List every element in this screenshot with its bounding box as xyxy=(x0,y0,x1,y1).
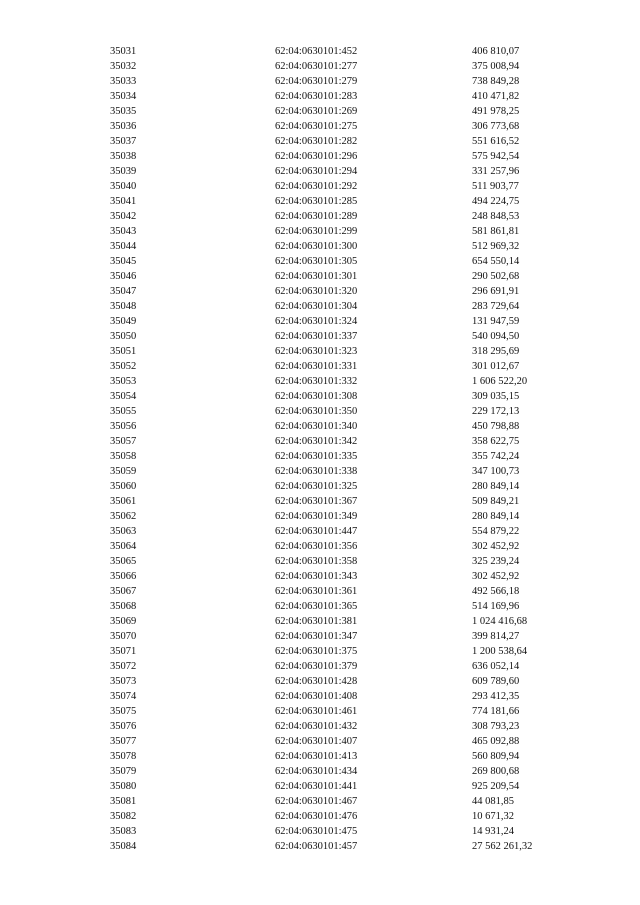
table-row xyxy=(110,749,592,764)
cadastral-value-cell: 512 969,32 xyxy=(472,241,520,252)
row-number-cell: 35065 xyxy=(110,556,137,567)
row-number-cell: 35060 xyxy=(110,481,137,492)
cadastral-value-cell: 280 849,14 xyxy=(472,481,520,492)
table-row xyxy=(110,359,592,374)
cadastral-value-cell: 131 947,59 xyxy=(472,316,520,327)
row-number-cell: 35074 xyxy=(110,691,137,702)
table-row xyxy=(110,449,592,464)
table-row xyxy=(110,479,592,494)
cadastral-number-cell: 62:04:0630101:323 xyxy=(275,346,358,357)
table-body xyxy=(110,44,592,854)
cadastral-number-cell: 62:04:0630101:282 xyxy=(275,136,358,147)
cadastral-number-cell: 62:04:0630101:331 xyxy=(275,361,358,372)
table-row xyxy=(110,524,592,539)
cadastral-number-cell: 62:04:0630101:358 xyxy=(275,556,358,567)
cadastral-value-cell: 14 931,24 xyxy=(472,826,514,837)
cadastral-number-cell: 62:04:0630101:285 xyxy=(275,196,358,207)
cadastral-value-cell: 492 566,18 xyxy=(472,586,520,597)
cadastral-number-cell: 62:04:0630101:356 xyxy=(275,541,358,552)
cadastral-number-cell: 62:04:0630101:340 xyxy=(275,421,358,432)
cadastral-value-cell: 347 100,73 xyxy=(472,466,520,477)
cadastral-number-cell: 62:04:0630101:308 xyxy=(275,391,358,402)
cadastral-number-cell: 62:04:0630101:305 xyxy=(275,256,358,267)
cadastral-number-cell: 62:04:0630101:279 xyxy=(275,76,358,87)
table-row xyxy=(110,779,592,794)
cadastral-value-cell: 450 798,88 xyxy=(472,421,520,432)
table-row xyxy=(110,839,592,854)
row-number-cell: 35058 xyxy=(110,451,137,462)
table-row xyxy=(110,689,592,704)
row-number-cell: 35068 xyxy=(110,601,137,612)
row-number-cell: 35070 xyxy=(110,631,137,642)
table-row xyxy=(110,824,592,839)
cadastral-value-cell: 306 773,68 xyxy=(472,121,520,132)
cadastral-number-cell: 62:04:0630101:381 xyxy=(275,616,358,627)
table-row xyxy=(110,254,592,269)
cadastral-number-cell: 62:04:0630101:350 xyxy=(275,406,358,417)
row-number-cell: 35061 xyxy=(110,496,137,507)
table-row xyxy=(110,404,592,419)
row-number-cell: 35084 xyxy=(110,841,137,852)
table-row xyxy=(110,644,592,659)
cadastral-value-cell: 1 200 538,64 xyxy=(472,646,528,657)
row-number-cell: 35047 xyxy=(110,286,137,297)
row-number-cell: 35031 xyxy=(110,46,137,57)
table-row xyxy=(110,119,592,134)
cadastral-number-cell: 62:04:0630101:320 xyxy=(275,286,358,297)
cadastral-number-cell: 62:04:0630101:335 xyxy=(275,451,358,462)
table-row xyxy=(110,194,592,209)
cadastral-number-cell: 62:04:0630101:475 xyxy=(275,826,358,837)
cadastral-value-cell: 560 809,94 xyxy=(472,751,520,762)
row-number-cell: 35041 xyxy=(110,196,137,207)
cadastral-value-cell: 309 035,15 xyxy=(472,391,520,402)
cadastral-number-cell: 62:04:0630101:379 xyxy=(275,661,358,672)
cadastral-value-cell: 229 172,13 xyxy=(472,406,520,417)
row-number-cell: 35075 xyxy=(110,706,137,717)
table-row xyxy=(110,584,592,599)
row-number-cell: 35039 xyxy=(110,166,137,177)
cadastral-number-cell: 62:04:0630101:343 xyxy=(275,571,358,582)
cadastral-value-cell: 27 562 261,32 xyxy=(472,841,533,852)
row-number-cell: 35069 xyxy=(110,616,137,627)
table-row xyxy=(110,104,592,119)
cadastral-value-cell: 280 849,14 xyxy=(472,511,520,522)
row-number-cell: 35046 xyxy=(110,271,137,282)
row-number-cell: 35073 xyxy=(110,676,137,687)
row-number-cell: 35066 xyxy=(110,571,137,582)
row-number-cell: 35064 xyxy=(110,541,137,552)
cadastral-number-cell: 62:04:0630101:289 xyxy=(275,211,358,222)
cadastral-value-cell: 575 942,54 xyxy=(472,151,520,162)
cadastral-value-cell: 581 861,81 xyxy=(472,226,520,237)
cadastral-number-cell: 62:04:0630101:332 xyxy=(275,376,358,387)
row-number-cell: 35040 xyxy=(110,181,137,192)
cadastral-value-cell: 399 814,27 xyxy=(472,631,520,642)
cadastral-number-cell: 62:04:0630101:294 xyxy=(275,166,358,177)
table-row xyxy=(110,284,592,299)
cadastral-value-cell: 636 052,14 xyxy=(472,661,520,672)
row-number-cell: 35079 xyxy=(110,766,137,777)
cadastral-number-cell: 62:04:0630101:269 xyxy=(275,106,358,117)
cadastral-value-cell: 410 471,82 xyxy=(472,91,520,102)
table-row xyxy=(110,494,592,509)
table-row xyxy=(110,44,592,59)
cadastral-number-cell: 62:04:0630101:301 xyxy=(275,271,358,282)
table-row xyxy=(110,629,592,644)
cadastral-number-cell: 62:04:0630101:434 xyxy=(275,766,358,777)
row-number-cell: 35056 xyxy=(110,421,137,432)
cadastral-number-cell: 62:04:0630101:441 xyxy=(275,781,358,792)
cadastral-number-cell: 62:04:0630101:277 xyxy=(275,61,358,72)
cadastral-number-cell: 62:04:0630101:375 xyxy=(275,646,358,657)
table-row xyxy=(110,419,592,434)
cadastral-value-cell: 514 169,96 xyxy=(472,601,520,612)
table-row xyxy=(110,299,592,314)
cadastral-number-cell: 62:04:0630101:408 xyxy=(275,691,358,702)
table-row xyxy=(110,179,592,194)
row-number-cell: 35057 xyxy=(110,436,137,447)
row-number-cell: 35054 xyxy=(110,391,137,402)
cadastral-value-cell: 925 209,54 xyxy=(472,781,520,792)
cadastral-number-cell: 62:04:0630101:367 xyxy=(275,496,358,507)
row-number-cell: 35071 xyxy=(110,646,137,657)
cadastral-number-cell: 62:04:0630101:347 xyxy=(275,631,358,642)
row-number-cell: 35034 xyxy=(110,91,137,102)
row-number-cell: 35051 xyxy=(110,346,137,357)
table-row xyxy=(110,599,592,614)
table-row xyxy=(110,74,592,89)
cadastral-number-cell: 62:04:0630101:457 xyxy=(275,841,358,852)
table-row xyxy=(110,209,592,224)
cadastral-value-cell: 375 008,94 xyxy=(472,61,520,72)
cadastral-value-cell: 1 024 416,68 xyxy=(472,616,528,627)
cadastral-number-cell: 62:04:0630101:432 xyxy=(275,721,358,732)
table-row xyxy=(110,704,592,719)
cadastral-value-cell: 269 800,68 xyxy=(472,766,520,777)
table-row xyxy=(110,674,592,689)
table-row xyxy=(110,569,592,584)
row-number-cell: 35063 xyxy=(110,526,137,537)
table-row xyxy=(110,434,592,449)
cadastral-value-cell: 10 671,32 xyxy=(472,811,514,822)
row-number-cell: 35055 xyxy=(110,406,137,417)
cadastral-number-cell: 62:04:0630101:342 xyxy=(275,436,358,447)
table-row xyxy=(110,134,592,149)
row-number-cell: 35080 xyxy=(110,781,137,792)
cadastral-value-cell: 308 793,23 xyxy=(472,721,520,732)
cadastral-value-cell: 293 412,35 xyxy=(472,691,520,702)
table-row xyxy=(110,809,592,824)
cadastral-number-cell: 62:04:0630101:296 xyxy=(275,151,358,162)
cadastral-number-cell: 62:04:0630101:304 xyxy=(275,301,358,312)
cadastral-value-cell: 44 081,85 xyxy=(472,796,514,807)
row-number-cell: 35044 xyxy=(110,241,137,252)
cadastral-number-cell: 62:04:0630101:407 xyxy=(275,736,358,747)
row-number-cell: 35052 xyxy=(110,361,137,372)
cadastral-number-cell: 62:04:0630101:292 xyxy=(275,181,358,192)
row-number-cell: 35050 xyxy=(110,331,137,342)
cadastral-value-cell: 494 224,75 xyxy=(472,196,520,207)
cadastral-number-cell: 62:04:0630101:428 xyxy=(275,676,358,687)
row-number-cell: 35042 xyxy=(110,211,137,222)
table-row xyxy=(110,794,592,809)
cadastral-number-cell: 62:04:0630101:283 xyxy=(275,91,358,102)
cadastral-number-cell: 62:04:0630101:452 xyxy=(275,46,358,57)
cadastral-number-cell: 62:04:0630101:365 xyxy=(275,601,358,612)
table-row xyxy=(110,509,592,524)
table-row xyxy=(110,374,592,389)
table-row xyxy=(110,539,592,554)
cadastral-value-cell: 774 181,66 xyxy=(472,706,520,717)
row-number-cell: 35045 xyxy=(110,256,137,267)
row-number-cell: 35032 xyxy=(110,61,137,72)
row-number-cell: 35067 xyxy=(110,586,137,597)
cadastral-value-cell: 318 295,69 xyxy=(472,346,520,357)
table-row xyxy=(110,389,592,404)
table-row xyxy=(110,734,592,749)
cadastral-number-cell: 62:04:0630101:300 xyxy=(275,241,358,252)
cadastral-value-cell: 283 729,64 xyxy=(472,301,520,312)
row-number-cell: 35037 xyxy=(110,136,137,147)
cadastral-value-cell: 296 691,91 xyxy=(472,286,520,297)
cadastral-value-cell: 1 606 522,20 xyxy=(472,376,528,387)
cadastral-number-cell: 62:04:0630101:467 xyxy=(275,796,358,807)
row-number-cell: 35035 xyxy=(110,106,137,117)
row-number-cell: 35077 xyxy=(110,736,137,747)
table-row xyxy=(110,719,592,734)
cadastral-value-cell: 355 742,24 xyxy=(472,451,520,462)
cadastral-number-cell: 62:04:0630101:349 xyxy=(275,511,358,522)
table-row xyxy=(110,614,592,629)
cadastral-number-cell: 62:04:0630101:337 xyxy=(275,331,358,342)
cadastral-value-cell: 509 849,21 xyxy=(472,496,520,507)
cadastral-value-cell: 302 452,92 xyxy=(472,571,520,582)
row-number-cell: 35036 xyxy=(110,121,137,132)
cadastral-value-cell: 654 550,14 xyxy=(472,256,520,267)
cadastral-number-cell: 62:04:0630101:447 xyxy=(275,526,358,537)
table-row xyxy=(110,224,592,239)
table-row xyxy=(110,329,592,344)
table-row xyxy=(110,149,592,164)
cadastral-value-cell: 358 622,75 xyxy=(472,436,520,447)
cadastral-number-cell: 62:04:0630101:324 xyxy=(275,316,358,327)
row-number-cell: 35083 xyxy=(110,826,137,837)
row-number-cell: 35049 xyxy=(110,316,137,327)
cadastral-value-cell: 465 092,88 xyxy=(472,736,520,747)
cadastral-number-cell: 62:04:0630101:476 xyxy=(275,811,358,822)
table-row xyxy=(110,89,592,104)
cadastral-value-table xyxy=(110,44,592,854)
cadastral-value-cell: 302 452,92 xyxy=(472,541,520,552)
row-number-cell: 35033 xyxy=(110,76,137,87)
cadastral-value-cell: 554 879,22 xyxy=(472,526,520,537)
cadastral-value-cell: 540 094,50 xyxy=(472,331,520,342)
row-number-cell: 35078 xyxy=(110,751,137,762)
row-number-cell: 35059 xyxy=(110,466,137,477)
cadastral-value-cell: 325 239,24 xyxy=(472,556,520,567)
cadastral-number-cell: 62:04:0630101:413 xyxy=(275,751,358,762)
cadastral-value-cell: 290 502,68 xyxy=(472,271,520,282)
cadastral-value-cell: 248 848,53 xyxy=(472,211,520,222)
cadastral-number-cell: 62:04:0630101:338 xyxy=(275,466,358,477)
cadastral-value-cell: 609 789,60 xyxy=(472,676,520,687)
cadastral-value-cell: 511 903,77 xyxy=(472,181,519,192)
table-row xyxy=(110,344,592,359)
row-number-cell: 35048 xyxy=(110,301,137,312)
cadastral-value-cell: 331 257,96 xyxy=(472,166,520,177)
cadastral-value-cell: 406 810,07 xyxy=(472,46,520,57)
cadastral-value-cell: 738 849,28 xyxy=(472,76,520,87)
cadastral-value-cell: 491 978,25 xyxy=(472,106,520,117)
table-row xyxy=(110,59,592,74)
table-row xyxy=(110,269,592,284)
cadastral-number-cell: 62:04:0630101:325 xyxy=(275,481,358,492)
table-row xyxy=(110,164,592,179)
row-number-cell: 35076 xyxy=(110,721,137,732)
row-number-cell: 35038 xyxy=(110,151,137,162)
row-number-cell: 35062 xyxy=(110,511,137,522)
table-row xyxy=(110,764,592,779)
cadastral-number-cell: 62:04:0630101:275 xyxy=(275,121,358,132)
row-number-cell: 35053 xyxy=(110,376,137,387)
cadastral-number-cell: 62:04:0630101:299 xyxy=(275,226,358,237)
cadastral-number-cell: 62:04:0630101:461 xyxy=(275,706,358,717)
table-row xyxy=(110,314,592,329)
row-number-cell: 35082 xyxy=(110,811,137,822)
table-row xyxy=(110,464,592,479)
row-number-cell: 35043 xyxy=(110,226,137,237)
table-row xyxy=(110,659,592,674)
cadastral-number-cell: 62:04:0630101:361 xyxy=(275,586,358,597)
cadastral-value-cell: 551 616,52 xyxy=(472,136,520,147)
cadastral-value-cell: 301 012,67 xyxy=(472,361,520,372)
table-row xyxy=(110,554,592,569)
row-number-cell: 35081 xyxy=(110,796,137,807)
row-number-cell: 35072 xyxy=(110,661,137,672)
table-row xyxy=(110,239,592,254)
